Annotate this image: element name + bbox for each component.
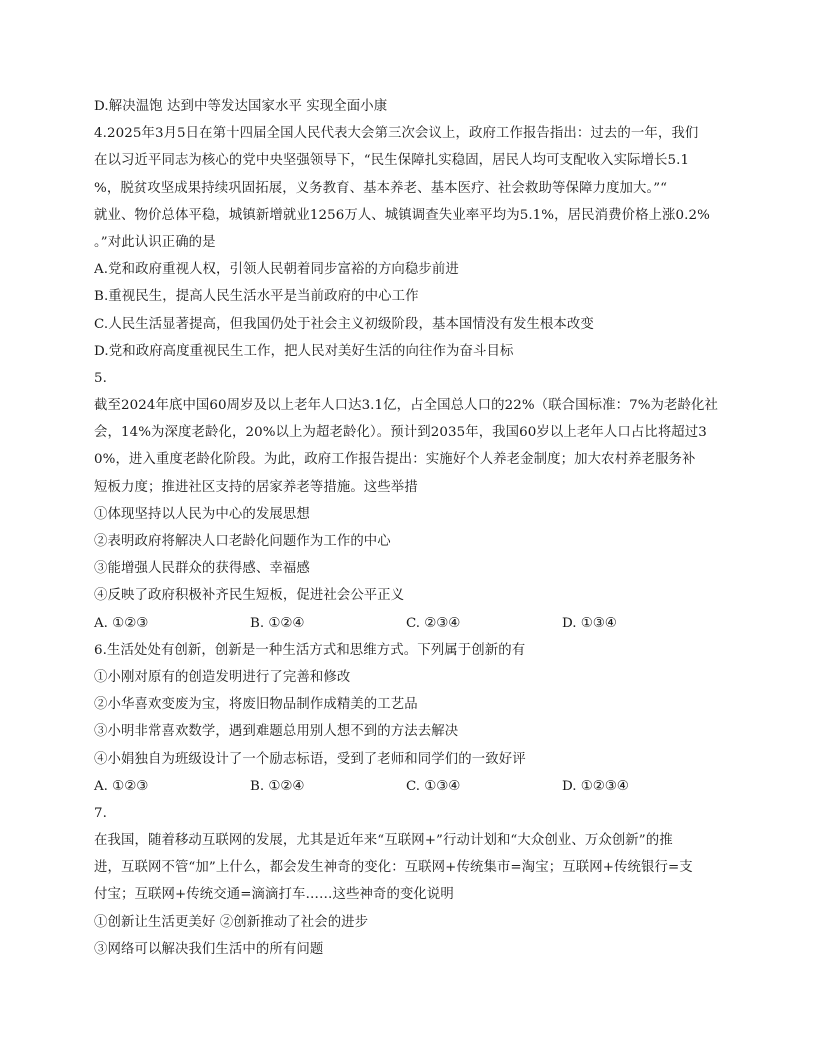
- text-line: ②小华喜欢变废为宝，将废旧物品制作成精美的工艺品: [94, 697, 418, 713]
- text-line: ①创新让生活更美好 ②创新推动了社会的进步: [94, 914, 369, 930]
- options-row-q5: [94, 610, 724, 637]
- text-line: 。”对此认识正确的是: [94, 234, 216, 250]
- option-b-q5: B. ①②④: [250, 615, 305, 631]
- options-row-q6: [94, 773, 724, 800]
- text-line: 付宝；互联网+传统交通=滴滴打车……这些神奇的变化说明: [94, 887, 454, 903]
- text-line: ②表明政府将解决人口老龄化问题作为工作的中心: [94, 534, 391, 549]
- question-block-4-5: [94, 93, 724, 610]
- text-line: 5.: [94, 370, 107, 386]
- text-line: 0%，进入重度老龄化阶段。为此，政府工作报告提出：实施好个人养老金制度；加大农村养老服务补: [94, 452, 696, 468]
- text-line: ④小娟独自为班级设计了一个励志标语，受到了老师和同学们的一致好评: [94, 751, 526, 767]
- text-line: 截至2024年底中国60周岁及以上老年人口达3.1亿，占全国总人口的22%（联合国标准：7%为老龄化社: [94, 398, 718, 414]
- text-line: ①小刚对原有的创造发明进行了完善和修改: [94, 669, 351, 685]
- text-line: C.人民生活显著提高，但我国仍处于社会主义初级阶段，基本国情没有发生根本改变: [94, 316, 594, 332]
- text-line: 短板力度；推进社区支持的居家养老等措施。这些举措: [94, 479, 418, 495]
- text-line: A.党和政府重视人权，引领人民朝着同步富裕的方向稳步前进: [94, 262, 459, 278]
- text-line: 在以习近平同志为核心的党中央坚强领导下，“民生保障扎实稳固，居民人均可支配收入实际增长5.1: [94, 153, 690, 169]
- document-page: [94, 93, 724, 963]
- text-line: ③能增强人民群众的获得感、幸福感: [94, 561, 310, 577]
- text-line: 会，14%为深度老龄化，20%以上为超老龄化）。预计到2035年，我国60岁以上老年人口占比将超过3: [94, 425, 707, 441]
- text-line: 4.2025年3月5日在第十四届全国人民代表大会第三次会议上，政府工作报告指出：过去的一年，我们: [94, 126, 699, 142]
- option-a-q6: A. ①②③: [94, 778, 149, 794]
- text-line: %，脱贫攻坚成果持续巩固拓展，义务教育、基本养老、基本医疗、社会救助等保障力度加大。”“: [94, 180, 668, 196]
- text-line: ④反映了政府积极补齐民生短板，促进社会公平正义: [94, 588, 405, 604]
- option-c-q6: C. ①③④: [406, 778, 461, 794]
- question-block-7: [94, 800, 724, 963]
- option-a-q5: A. ①②③: [94, 615, 149, 631]
- text-line: 7.: [94, 805, 107, 821]
- option-c-q5: C. ②③④: [406, 615, 461, 631]
- option-d-q6: D. ①②③④: [562, 778, 629, 794]
- text-line: 进，互联网不管“加”上什么，都会发生神奇的变化：互联网+传统集市=淘宝；互联网+传统银行=支: [94, 860, 693, 876]
- text-line: ①体现坚持以人民为中心的发展思想: [94, 506, 310, 522]
- text-line: ③小明非常喜欢数学，遇到难题总用别人想不到的方法去解决: [94, 724, 459, 740]
- text-line: B.重视民生，提高人民生活水平是当前政府的中心工作: [94, 289, 419, 305]
- option-b-q6: B. ①②④: [250, 778, 305, 794]
- text-line: 6.生活处处有创新，创新是一种生活方式和思维方式。下列属于创新的有: [94, 642, 526, 658]
- text-line: ③网络可以解决我们生活中的所有问题: [94, 941, 324, 957]
- text-line: D.解决温饱 达到中等发达国家水平 实现全面小康: [94, 99, 388, 114]
- text-line: 在我国，随着移动互联网的发展，尤其是近年来“互联网+”行动计划和“大众创业、万众创新”的推: [94, 833, 673, 849]
- text-line: D.党和政府高度重视民生工作，把人民对美好生活的向往作为奋斗目标: [94, 343, 514, 359]
- text-line: 就业、物价总体平稳，城镇新增就业1256万人、城镇调查失业率平均为5.1%，居民消费价格上涨0.2%: [94, 207, 710, 223]
- question-block-6: [94, 637, 724, 773]
- option-d-q5: D. ①③④: [562, 615, 617, 631]
